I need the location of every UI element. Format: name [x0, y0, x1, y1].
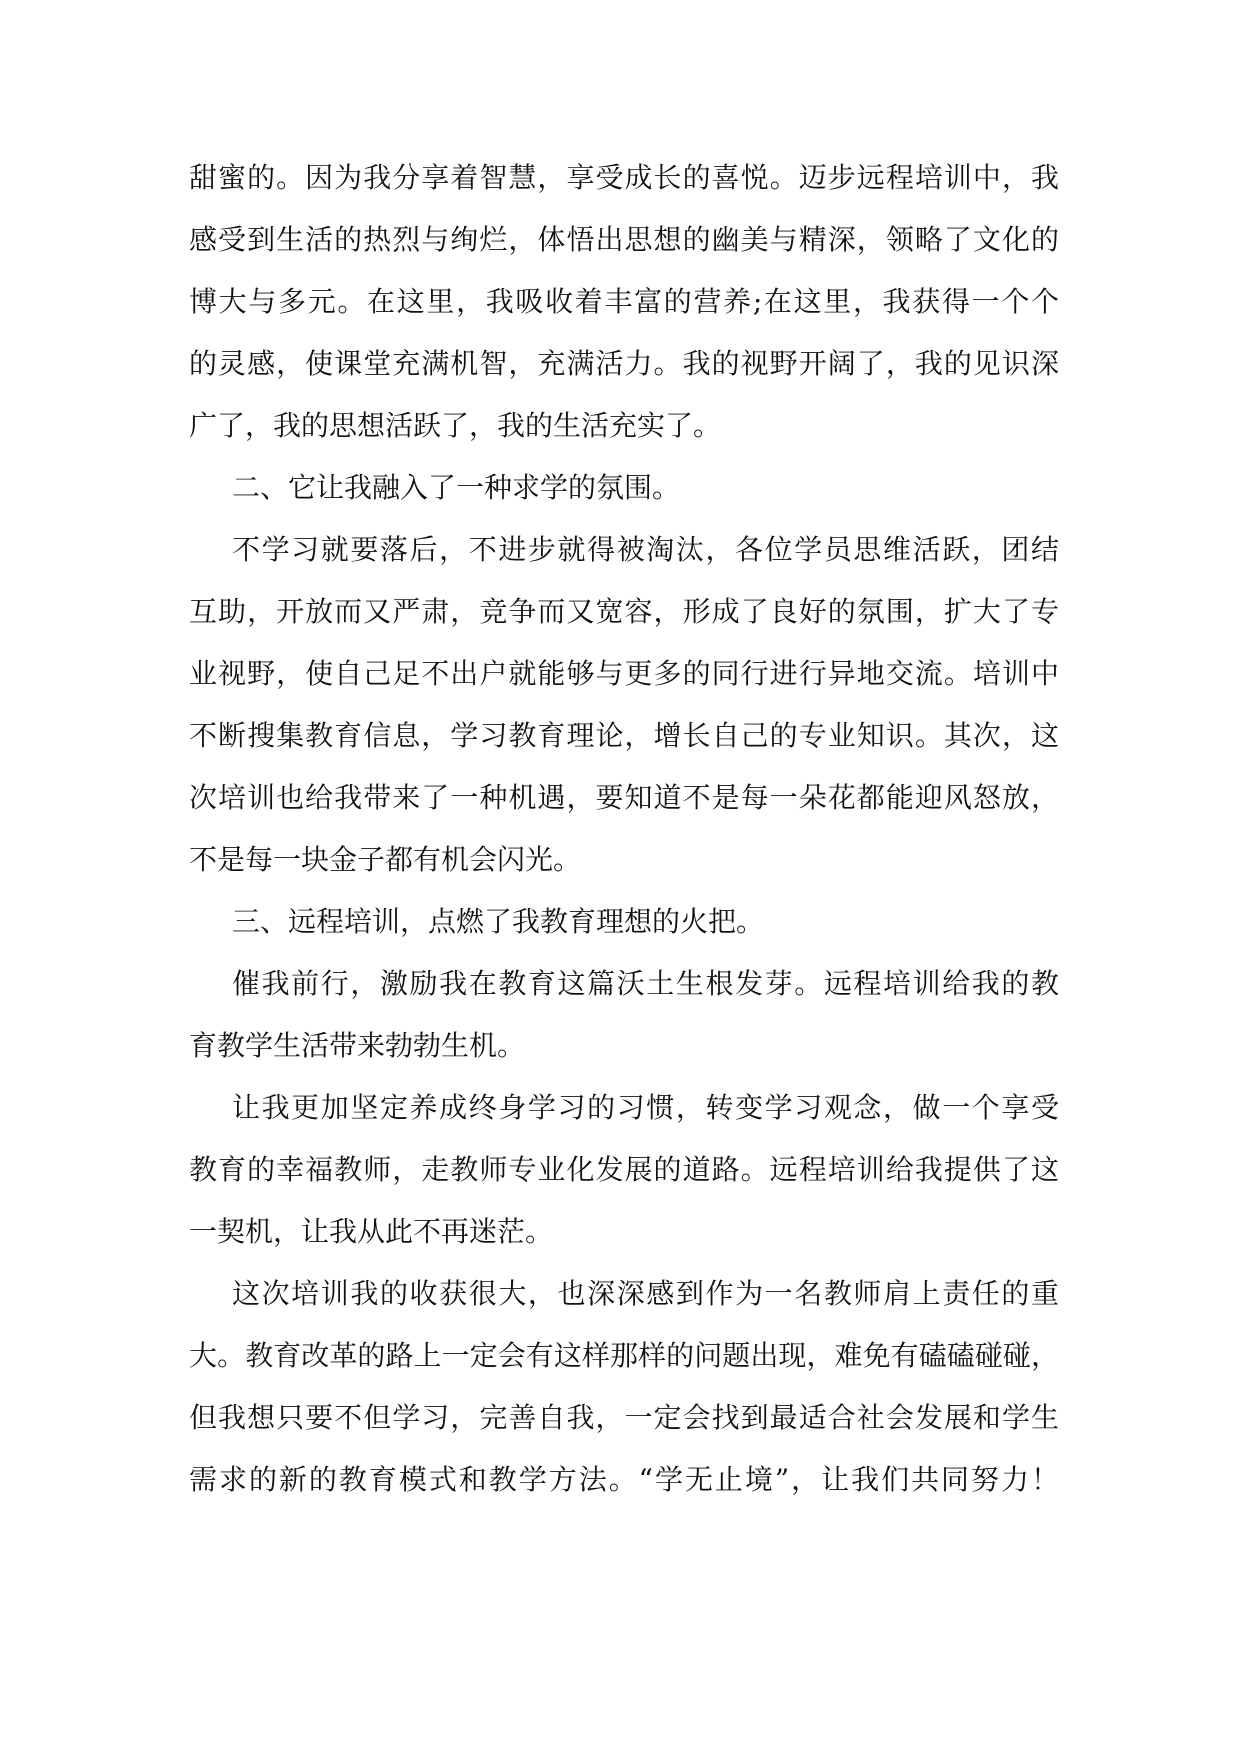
text-line: 甜蜜的。因为我分享着智慧，享受成长的喜悦。迈步远程培训中，我 — [189, 161, 1059, 194]
text-line: 感受到生活的热烈与绚烂，体悟出思想的幽美与精深，领略了文化的 — [189, 223, 1059, 256]
text-line: 的灵感，使课堂充满机智，充满活力。我的视野开阔了，我的见识深 — [189, 347, 1059, 380]
text-line: 次培训也给我带来了一种机遇，要知道不是每一朵花都能迎风怒放， — [189, 781, 1059, 814]
text-line: 大。教育改革的路上一定会有这样那样的问题出现，难免有磕磕碰碰， — [189, 1339, 1059, 1372]
text-line: 但我想只要不但学习，完善自我，一定会找到最适合社会发展和学生 — [189, 1401, 1059, 1434]
text-line: 这次培训我的收获很大，也深深感到作为一名教师肩上责任的重 — [232, 1277, 1059, 1310]
text-line: 一契机，让我从此不再迷茫。 — [189, 1215, 554, 1248]
text-line: 业视野，使自己足不出户就能够与更多的同行进行异地交流。培训中 — [189, 657, 1059, 690]
text-line: 互助，开放而又严肃，竞争而又宽容，形成了良好的氛围，扩大了专 — [189, 595, 1059, 628]
text-line: 不学习就要落后，不进步就得被淘汰，各位学员思维活跃，团结 — [232, 533, 1059, 566]
text-line: 二、它让我融入了一种求学的氛围。 — [232, 471, 681, 504]
text-line: 需求的新的教育模式和教学方法。“学无止境”，让我们共同努力！ — [189, 1463, 1059, 1496]
text-line: 三、远程培训，点燃了我教育理想的火把。 — [232, 905, 765, 938]
text-line: 教育的幸福教师，走教师专业化发展的道路。远程培训给我提供了这 — [189, 1153, 1059, 1186]
text-line: 育教学生活带来勃勃生机。 — [189, 1029, 526, 1062]
text-line: 广了，我的思想活跃了，我的生活充实了。 — [189, 409, 722, 442]
text-line: 不断搜集教育信息，学习教育理论，增长自己的专业知识。其次，这 — [189, 719, 1059, 752]
text-line: 催我前行，激励我在教育这篇沃土生根发芽。远程培训给我的教 — [232, 967, 1059, 1000]
text-line: 让我更加坚定养成终身学习的习惯，转变学习观念，做一个享受 — [232, 1091, 1059, 1124]
document-body — [189, 158, 1059, 1522]
text-line: 博大与多元。在这里，我吸收着丰富的营养;在这里，我获得一个个 — [189, 285, 1059, 318]
text-line: 不是每一块金子都有机会闪光。 — [189, 843, 582, 876]
